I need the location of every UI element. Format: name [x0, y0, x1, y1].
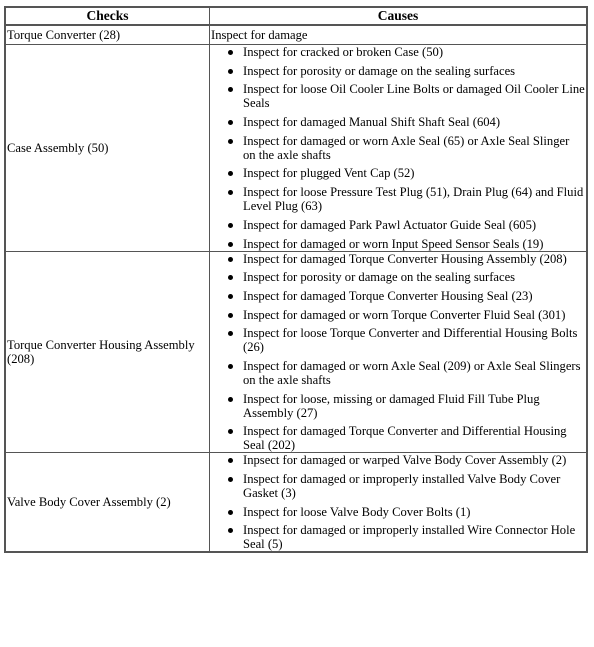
- cause-list-item: Inspect for damaged Torque Converter Housing Assembly (208): [243, 252, 585, 266]
- table-row-case-assembly: [5, 45, 587, 252]
- cause-list-item: Inspect for porosity or damage on the sealing surfaces: [243, 270, 585, 284]
- cause-list-item: Inpsect for damaged or warped Valve Body Cover Assembly (2): [243, 453, 585, 467]
- cause-list-item: Inspect for loose Pressure Test Plug (51), Drain Plug (64) and Fluid Level Plug (63): [243, 185, 584, 214]
- cause-list-item: Inspect for damaged or worn Input Speed Sensor Seals (19): [243, 237, 585, 251]
- cause-cell: [210, 453, 588, 553]
- table-row-valve-body-cover: [5, 453, 587, 553]
- check-cell: Case Assembly (50): [5, 45, 210, 252]
- cause-list: [211, 252, 585, 453]
- cause-list-item: Inspect for damaged Torque Converter and Differential Housing Seal (202): [243, 424, 585, 452]
- cause-cell: [210, 251, 588, 453]
- checks-column-header: Checks: [5, 7, 210, 25]
- cause-list-item: Inspect for loose Valve Body Cover Bolts (1): [243, 505, 585, 519]
- cause-cell: Inspect for damage: [210, 25, 588, 45]
- check-cell: Valve Body Cover Assembly (2): [5, 453, 210, 553]
- cause-list-item: Inspect for damaged or worn Axle Seal (65) or Axle Seal Slinger on the axle shafts: [243, 134, 585, 162]
- causes-column-header: Causes: [210, 7, 588, 25]
- cause-list-item: Inspect for porosity or damage on the sealing surfaces: [243, 64, 585, 78]
- cause-list-item: Inspect for damaged Park Pawl Actuator Guide Seal (605): [243, 218, 585, 232]
- cause-list-item: Inspect for damaged Torque Converter Housing Seal (23): [243, 289, 585, 303]
- table-header-row: [5, 7, 587, 25]
- table-row-torque-converter: [5, 25, 587, 45]
- cause-list-item: Inspect for loose Oil Cooler Line Bolts or damaged Oil Cooler Line Seals: [243, 82, 585, 111]
- check-cell: Torque Converter Housing Assembly (208): [5, 251, 210, 453]
- cause-list-item: Inspect for plugged Vent Cap (52): [243, 166, 585, 180]
- cause-list: [211, 45, 585, 251]
- cause-cell: [210, 45, 588, 252]
- cause-list-item: Inspect for loose, missing or damaged Fluid Fill Tube Plug Assembly (27): [243, 392, 585, 420]
- table-row-torque-converter-housing: [5, 251, 587, 453]
- checks-causes-table: [4, 6, 588, 553]
- cause-list-item: Inspect for damaged Manual Shift Shaft Seal (604): [243, 115, 585, 129]
- cause-list-item: Inspect for cracked or broken Case (50): [243, 45, 585, 59]
- cause-list-item: Inspect for damaged or improperly installed Wire Connector Hole Seal (5): [243, 523, 585, 551]
- cause-list-item: Inspect for damaged or improperly installed Valve Body Cover Gasket (3): [243, 472, 585, 500]
- check-cell: Torque Converter (28): [5, 25, 210, 45]
- cause-list: [211, 453, 585, 551]
- cause-list-item: Inspect for loose Torque Converter and Differential Housing Bolts (26): [243, 326, 585, 354]
- cause-list-item: Inspect for damaged or worn Torque Converter Fluid Seal (301): [243, 308, 585, 322]
- cause-list-item: Inspect for damaged or worn Axle Seal (209) or Axle Seal Slingers on the axle shafts: [243, 359, 585, 387]
